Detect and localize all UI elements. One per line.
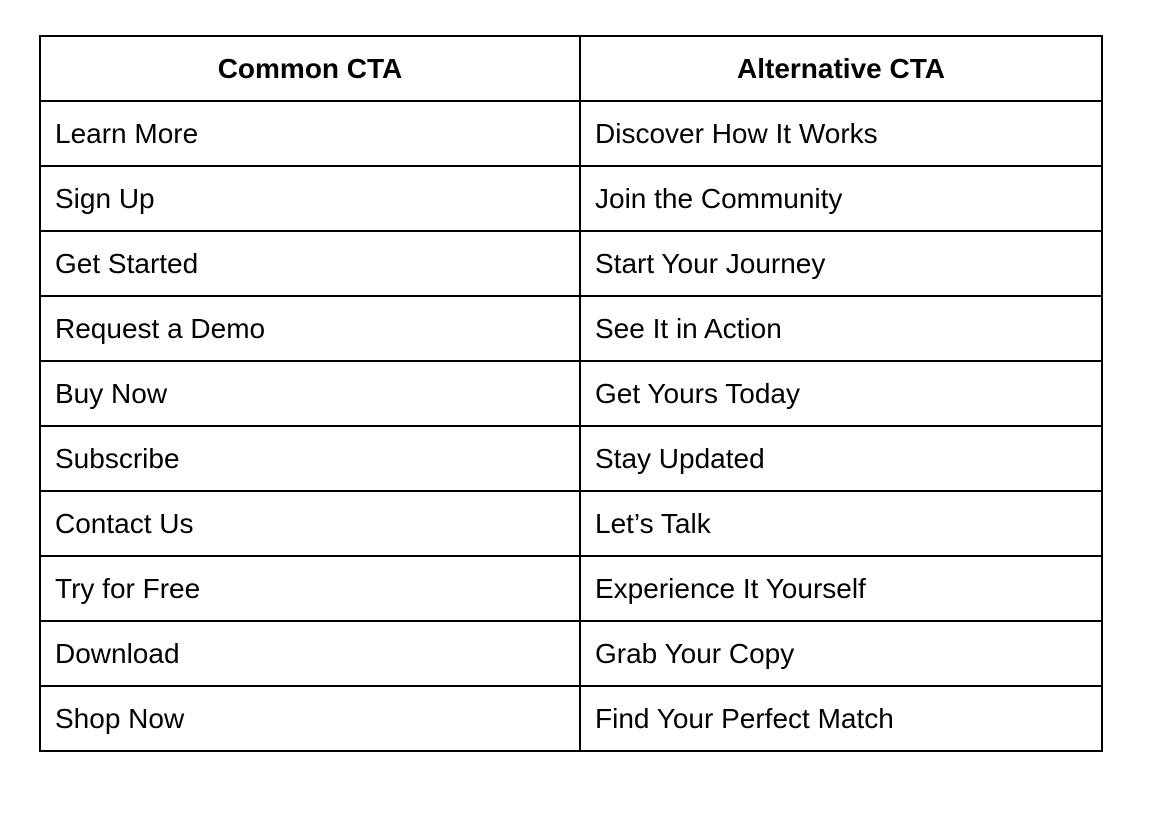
alternative-cta-cell: Grab Your Copy <box>580 621 1102 686</box>
common-cta-cell: Download <box>40 621 580 686</box>
alternative-cta-cell: Start Your Journey <box>580 231 1102 296</box>
header-common-cta: Common CTA <box>40 36 580 101</box>
alternative-cta-cell: Find Your Perfect Match <box>580 686 1102 751</box>
alternative-cta-cell: Let’s Talk <box>580 491 1102 556</box>
table-row <box>40 166 1102 231</box>
common-cta-cell: Get Started <box>40 231 580 296</box>
common-cta-cell: Try for Free <box>40 556 580 621</box>
table-row <box>40 231 1102 296</box>
alternative-cta-cell: Stay Updated <box>580 426 1102 491</box>
table-row <box>40 621 1102 686</box>
table-body <box>40 101 1102 751</box>
header-row <box>40 36 1102 101</box>
alternative-cta-cell: Join the Community <box>580 166 1102 231</box>
alternative-cta-cell: Get Yours Today <box>580 361 1102 426</box>
header-alternative-cta: Alternative CTA <box>580 36 1102 101</box>
table-row <box>40 686 1102 751</box>
cta-comparison-table-container <box>39 35 1103 752</box>
common-cta-cell: Shop Now <box>40 686 580 751</box>
common-cta-cell: Sign Up <box>40 166 580 231</box>
common-cta-cell: Subscribe <box>40 426 580 491</box>
common-cta-cell: Request a Demo <box>40 296 580 361</box>
table-row <box>40 101 1102 166</box>
common-cta-cell: Buy Now <box>40 361 580 426</box>
table-row <box>40 556 1102 621</box>
table-row <box>40 361 1102 426</box>
common-cta-cell: Learn More <box>40 101 580 166</box>
table-row <box>40 296 1102 361</box>
cta-comparison-table <box>39 35 1103 752</box>
table-row <box>40 491 1102 556</box>
table-header <box>40 36 1102 101</box>
table-row <box>40 426 1102 491</box>
alternative-cta-cell: Experience It Yourself <box>580 556 1102 621</box>
alternative-cta-cell: See It in Action <box>580 296 1102 361</box>
common-cta-cell: Contact Us <box>40 491 580 556</box>
alternative-cta-cell: Discover How It Works <box>580 101 1102 166</box>
